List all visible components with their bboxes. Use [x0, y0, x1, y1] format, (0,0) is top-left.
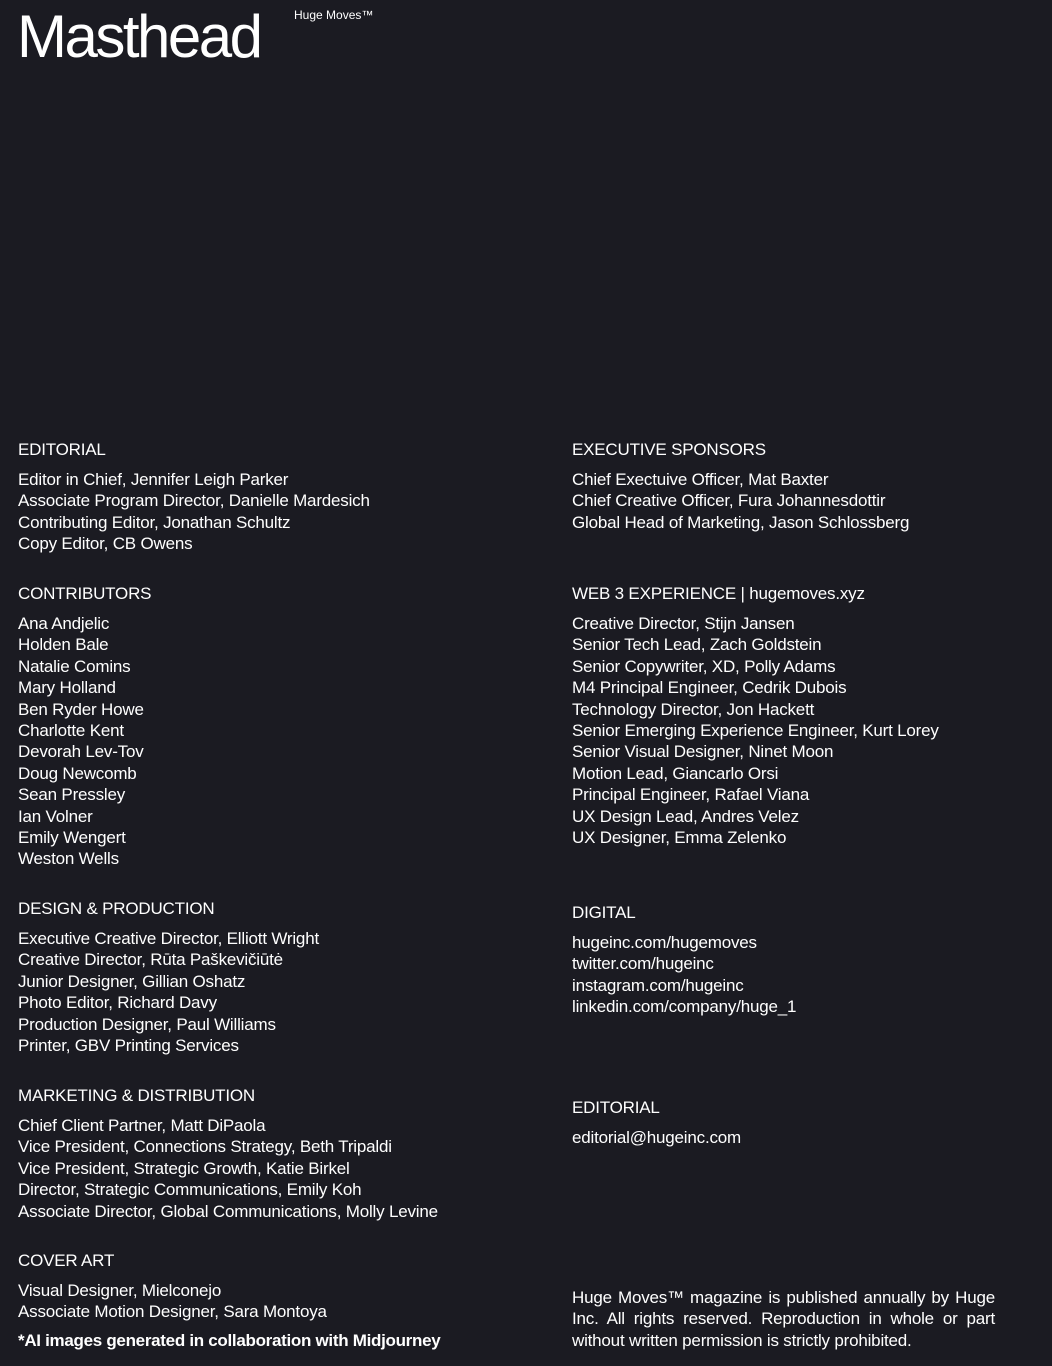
- list-item: Senior Emerging Experience Engineer, Kurt Lorey: [572, 721, 939, 741]
- section-heading: COVER ART: [18, 1251, 115, 1270]
- section-heading: WEB 3 EXPERIENCE | hugemoves.xyz: [572, 584, 865, 603]
- sponsors-list: [572, 469, 909, 533]
- list-item: Senior Copywriter, XD, Polly Adams: [572, 656, 836, 676]
- link-item[interactable]: instagram.com/hugeinc: [572, 975, 744, 995]
- section-heading: EDITORIAL: [18, 440, 106, 459]
- section-heading: EXECUTIVE SPONSORS: [572, 440, 766, 459]
- list-item: Associate Program Director, Danielle Mardesich: [18, 491, 370, 511]
- list-item: Editor in Chief, Jennifer Leigh Parker: [18, 470, 289, 489]
- legal-notice: Huge Moves™ magazine is published annually by Huge Inc. All rights reserved. Reproduction in whole or part without written permission is strictly prohibited.: [572, 1288, 995, 1350]
- list-item: Natalie Comins: [18, 656, 131, 676]
- section-heading: EDITORIAL: [572, 1098, 660, 1117]
- section-executive-sponsors: [572, 440, 909, 533]
- design-list: [18, 928, 319, 1056]
- section-marketing-distribution: [18, 1086, 438, 1222]
- link-item[interactable]: hugeinc.com/hugemoves: [572, 933, 757, 952]
- section-digital: [572, 903, 796, 1018]
- list-item: Photo Editor, Richard Davy: [18, 993, 217, 1013]
- list-item: Associate Director, Global Communications, Molly Levine: [18, 1201, 438, 1221]
- list-item: Production Designer, Paul Williams: [18, 1014, 276, 1034]
- list-item: Contributing Editor, Jonathan Schultz: [18, 512, 291, 532]
- marketing-list: [18, 1115, 438, 1222]
- section-heading: DIGITAL: [572, 903, 636, 922]
- section-heading: MARKETING & DISTRIBUTION: [18, 1086, 255, 1105]
- list-item: Emily Wengert: [18, 828, 126, 848]
- list-item: M4 Principal Engineer, Cedrik Dubois: [572, 678, 847, 698]
- list-item: Technology Director, Jon Hackett: [572, 699, 815, 719]
- list-item: Creative Director, Stijn Jansen: [572, 614, 795, 633]
- editorial-contact-list: [572, 1127, 741, 1148]
- section-design-production: [18, 899, 319, 1056]
- list-item: Global Head of Marketing, Jason Schlossberg: [572, 512, 910, 532]
- list-item: Principal Engineer, Rafael Viana: [572, 785, 810, 805]
- list-item: Executive Creative Director, Elliott Wright: [18, 929, 319, 948]
- section-web3-experience: [572, 584, 939, 848]
- list-item: Copy Editor, CB Owens: [18, 534, 193, 554]
- list-item: UX Designer, Emma Zelenko: [572, 828, 787, 848]
- ai-note: *AI images generated in collaboration with Midjourney: [18, 1330, 441, 1350]
- section-heading: CONTRIBUTORS: [18, 584, 152, 603]
- list-item: Visual Designer, Mielconejo: [18, 1281, 222, 1300]
- section-cover-art: [18, 1251, 440, 1351]
- list-item: Associate Motion Designer, Sara Montoya: [18, 1302, 327, 1322]
- list-item: Ana Andjelic: [18, 614, 110, 633]
- contributors-list: [18, 613, 151, 870]
- link-item[interactable]: linkedin.com/company/huge_1: [572, 997, 797, 1017]
- cover-art-list: [18, 1280, 440, 1323]
- list-item: Doug Newcomb: [18, 763, 137, 783]
- section-heading: DESIGN & PRODUCTION: [18, 899, 215, 918]
- digital-links: [572, 932, 796, 1018]
- section-contributors: [18, 584, 151, 870]
- list-item: Chief Exectuive Officer, Mat Baxter: [572, 470, 829, 489]
- list-item: Senior Visual Designer, Ninet Moon: [572, 742, 834, 762]
- list-item: Ian Volner: [18, 806, 93, 826]
- list-item: Vice President, Strategic Growth, Katie Birkel: [18, 1158, 350, 1178]
- list-item: Creative Director, Rūta Paškevičiūtė: [18, 950, 283, 970]
- list-item: Ben Ryder Howe: [18, 699, 144, 719]
- list-item: Charlotte Kent: [18, 721, 124, 741]
- list-item: Senior Tech Lead, Zach Goldstein: [572, 635, 822, 655]
- section-editorial: [18, 440, 370, 555]
- list-item: UX Design Lead, Andres Velez: [572, 806, 799, 826]
- list-item: Vice President, Connections Strategy, Beth Tripaldi: [18, 1137, 392, 1157]
- list-item: Chief Creative Officer, Fura Johannesdottir: [572, 491, 886, 511]
- brand-mark: Huge Moves™: [294, 8, 374, 22]
- list-item: Sean Pressley: [18, 785, 126, 805]
- list-item: Motion Lead, Giancarlo Orsi: [572, 763, 779, 783]
- web3-list: [572, 613, 939, 848]
- list-item: Devorah Lev-Tov: [18, 742, 144, 762]
- list-item: Junior Designer, Gillian Oshatz: [18, 971, 246, 991]
- editorial-list: [18, 469, 370, 555]
- section-editorial-contact: [572, 1098, 741, 1148]
- page-title: Masthead: [17, 3, 261, 70]
- link-item[interactable]: twitter.com/hugeinc: [572, 954, 714, 974]
- list-item: Weston Wells: [18, 849, 119, 869]
- list-item: Chief Client Partner, Matt DiPaola: [18, 1116, 266, 1135]
- link-item[interactable]: editorial@hugeinc.com: [572, 1128, 741, 1147]
- list-item: Printer, GBV Printing Services: [18, 1036, 239, 1056]
- list-item: Mary Holland: [18, 678, 116, 698]
- list-item: Director, Strategic Communications, Emily Koh: [18, 1180, 362, 1200]
- list-item: Holden Bale: [18, 635, 109, 655]
